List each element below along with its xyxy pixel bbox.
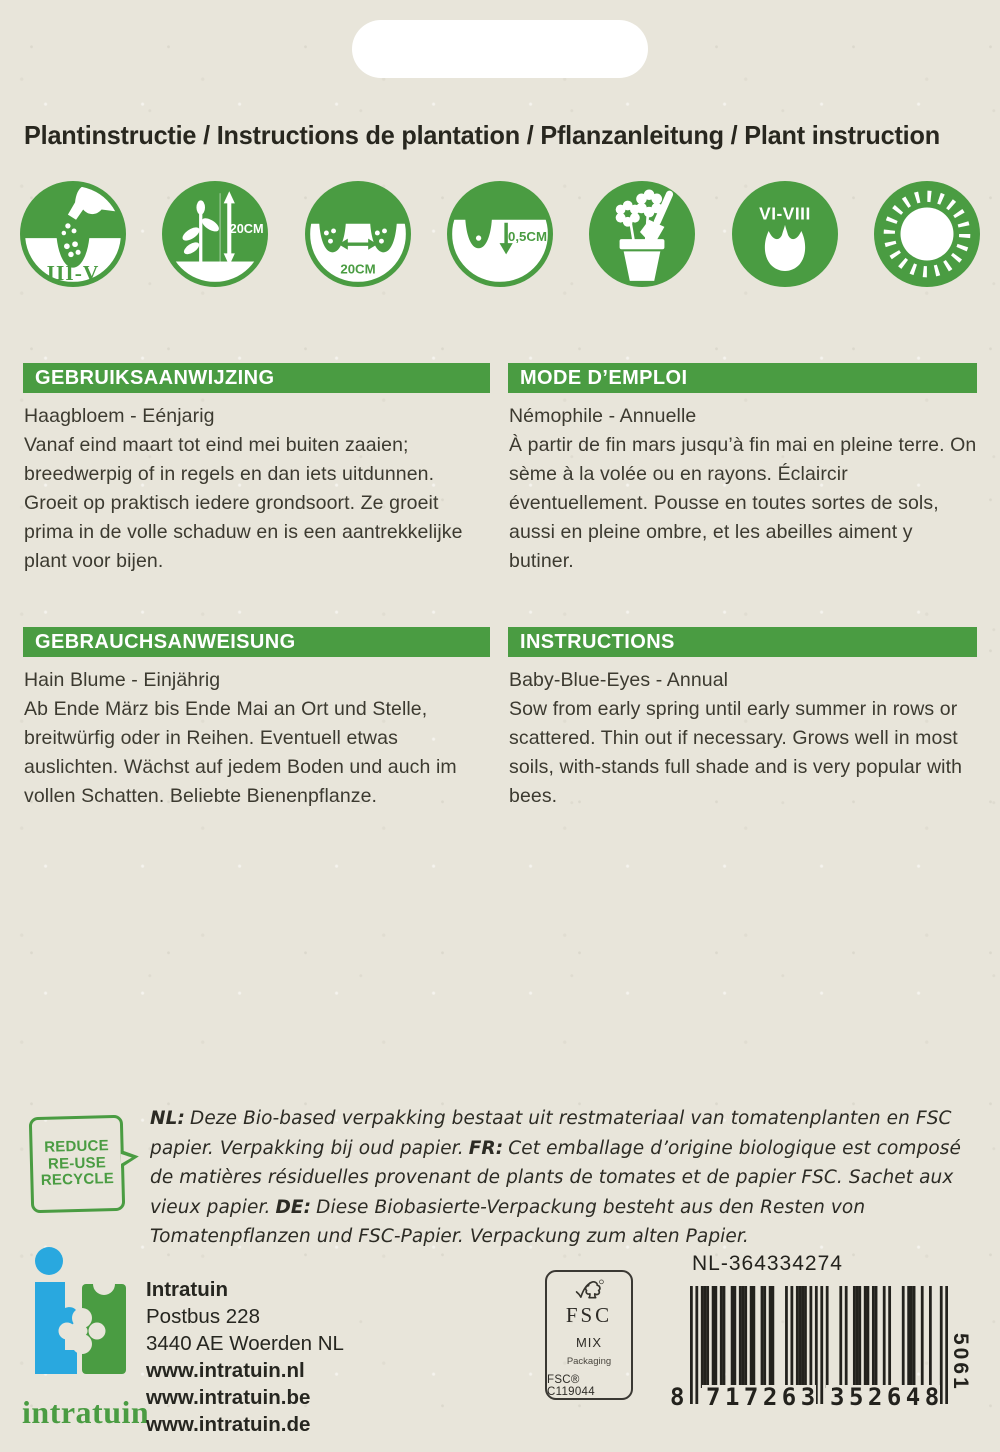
barcode-lead-digit: 8 <box>670 1383 685 1411</box>
fsc-mix: MIX <box>575 1335 603 1350</box>
row-spacing-icon <box>305 181 411 287</box>
plant-height-icon <box>162 181 268 287</box>
reduce-reuse-recycle-bubble <box>29 1115 125 1213</box>
barcode-origin-code: NL-364334274 <box>692 1252 843 1275</box>
variety-line-en: Baby-Blue-Eyes - Annual <box>509 669 729 691</box>
fsc-tree-icon <box>563 1279 615 1301</box>
section-title-nl: GEBRUIKSAANWIJZING <box>23 363 490 393</box>
fsc-name: FSC <box>565 1303 613 1327</box>
row-spacing-label: 20cm <box>340 261 376 277</box>
website-nl: www.intratuin.nl <box>146 1359 305 1382</box>
full-sun-icon <box>874 181 980 287</box>
body-text-fr: À partir de fin mars jusqu’à fin mai en pleine terre. On sème à la volée ou en rayons. Éclaircir éventuellement. Pousse en toutes sortes de sols, aussi en pleine ombre, et les abeilles aiment y butiner. <box>509 434 977 572</box>
fsc-license: FSC® C119044 <box>547 1374 595 1398</box>
section-dutch <box>23 363 490 576</box>
address-block <box>146 1276 344 1438</box>
sowing-period-icon <box>20 181 126 287</box>
plant-in-pot-icon <box>589 181 695 287</box>
variety-line-fr: Némophile - Annuelle <box>509 405 697 427</box>
barcode-right-digits: 352648 <box>826 1385 940 1410</box>
company-name: Intratuin <box>146 1278 228 1301</box>
recycling-label-nl: NL: <box>150 1108 185 1129</box>
intratuin-logo <box>24 1246 136 1392</box>
plant-height-label: 20cm <box>229 220 264 236</box>
bubble-line: RECYCLE <box>40 1170 115 1190</box>
intratuin-wordmark: intratuin <box>22 1394 150 1430</box>
page-title: Plantinstructie / Instructions de plantation / Pflanzanleitung / Plant instruction <box>24 120 940 150</box>
recycling-text-nl: Deze Bio-based verpakking bestaat uit restmateriaal van tomatenplanten en FSC papier. Verpakking bij oud papier. <box>150 1108 952 1159</box>
hang-hole <box>352 20 648 78</box>
sowing-depth-label: 0,5cm <box>508 229 547 245</box>
sowing-period-label: III-V <box>46 260 100 285</box>
po-box: Postbus 228 <box>146 1305 260 1328</box>
variety-line-de: Hain Blume - Einjährig <box>24 669 221 691</box>
sowing-depth-icon <box>447 181 553 287</box>
city-line: 3440 AE Woerden NL <box>146 1332 344 1355</box>
ean-barcode <box>670 1286 948 1411</box>
batch-number: 5061 <box>949 1333 972 1392</box>
barcode-left-digits: 717263 <box>702 1385 816 1410</box>
body-text-en: Sow from early spring until early summer in rows or scattered. Thin out if necessary. Grows well in most soils, with-stands full shade and is very popular with bees. <box>509 698 963 807</box>
website-be: www.intratuin.be <box>146 1386 311 1409</box>
section-french <box>508 363 977 576</box>
recycling-note <box>150 1104 988 1252</box>
flowering-period-label: VI-VIII <box>758 203 811 224</box>
body-text-nl: Vanaf eind maart tot eind mei buiten zaaien; breedwerpig of in regels en dan iets uitdunnen. Groeit op praktisch iedere grondsoort. Ze groeit prima in de volle schaduw en is een aantrekkelijke plant voor bijen. <box>24 434 463 572</box>
variety-line-nl: Haagbloem - Eénjarig <box>24 405 215 427</box>
fsc-label <box>545 1270 633 1400</box>
recycling-text-fr: Cet emballage d’origine biologique est composé de matières résiduelles provenant de plants de tomates et de papier FSC. Sachet aux vieux papier. <box>150 1137 961 1218</box>
bubble-line: RE-USE <box>47 1153 107 1173</box>
section-title-fr: MODE D’EMPLOI <box>508 363 977 393</box>
website-de: www.intratuin.de <box>146 1413 311 1436</box>
planting-icons-row <box>20 181 980 287</box>
section-title-en: INSTRUCTIONS <box>508 627 977 657</box>
section-german <box>23 627 490 811</box>
body-text-de: Ab Ende März bis Ende Mai an Ort und Stelle, breitwürfig oder in Reihen. Eventuell etwas auslichten. Wächst auf jedem Boden und auch im vollen Schatten. Beliebte Bienenpflanze. <box>24 698 457 807</box>
recycling-label-fr: FR: <box>468 1137 504 1159</box>
fsc-packaging: Packaging <box>566 1356 612 1367</box>
section-title-de: GEBRAUCHSANWEISUNG <box>23 627 490 657</box>
recycling-text-de: Diese Biobasierte-Verpackung besteht aus den Resten von Tomatenpflanzen und FSC-Papier. Verpackung zum alten Papier. <box>150 1196 866 1247</box>
recycling-label-de: DE: <box>275 1196 312 1218</box>
flowering-period-icon <box>732 181 838 287</box>
section-english <box>508 627 977 811</box>
bubble-line: REDUCE <box>44 1137 110 1157</box>
